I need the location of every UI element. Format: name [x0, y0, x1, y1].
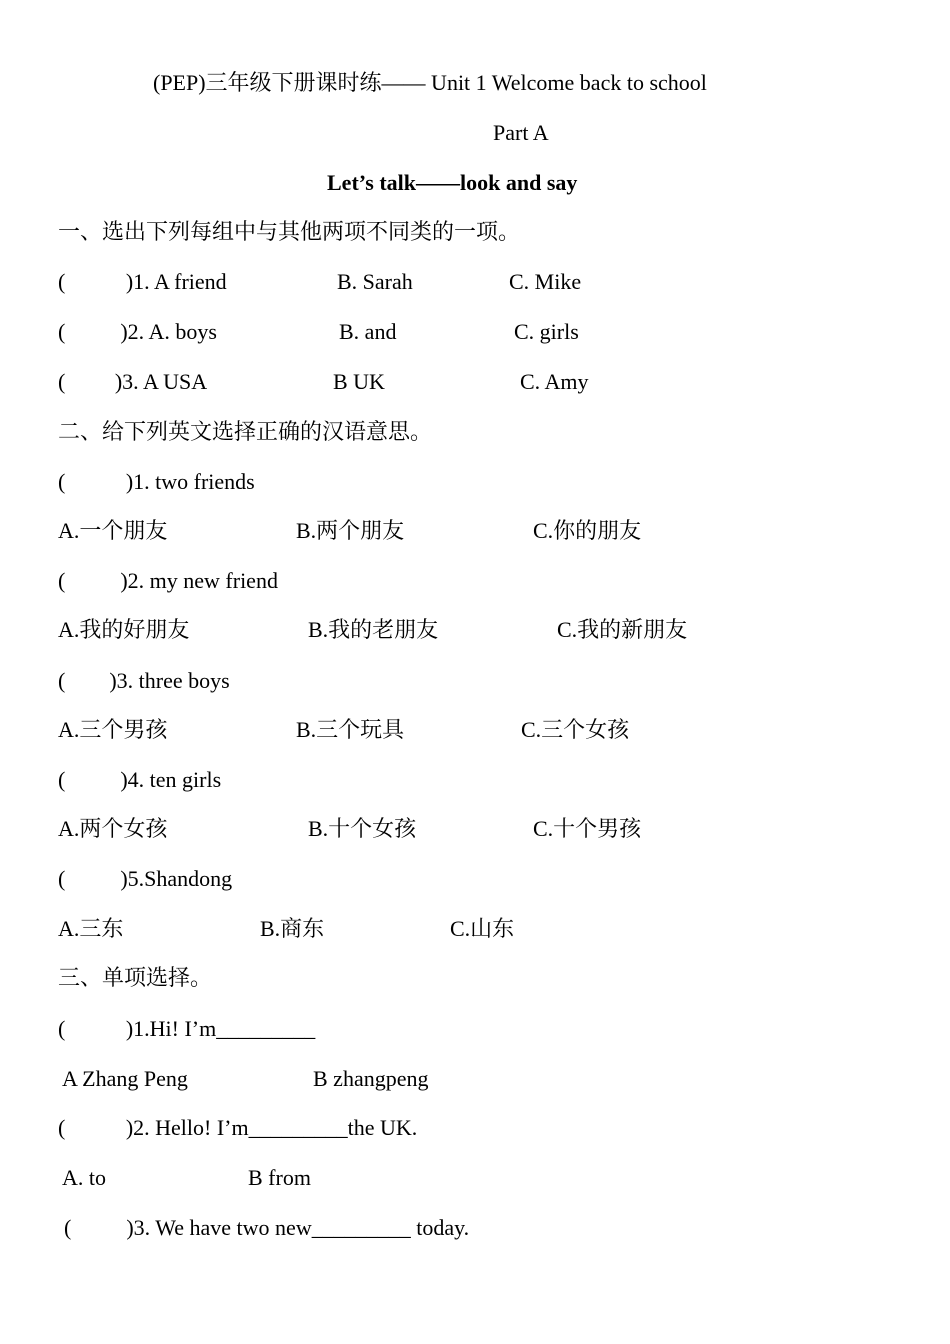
section2-heading: 二、给下列英文选择正确的汉语意思。: [58, 419, 433, 444]
s3-q1-option-b: B zhangpeng: [313, 1066, 429, 1091]
s2-q5-option-c: C.山东: [450, 916, 515, 941]
s2-q3-option-c: C.三个女孩: [521, 717, 630, 742]
s2-q4-option-a: A.两个女孩: [58, 816, 168, 841]
s2-q4-option-c: C.十个男孩: [533, 816, 642, 841]
s3-q2-option-b: B from: [248, 1165, 311, 1190]
s3-q1: ( )1.Hi! I’m_________: [58, 1016, 316, 1041]
s2-q1-option-c: C.你的朋友: [533, 518, 642, 543]
s2-q3-option-a: A.三个男孩: [58, 717, 168, 742]
s1-row-2-option-c: C. girls: [514, 319, 579, 344]
s1-row-3-question: ( )3. A USA: [58, 369, 208, 394]
s3-q2-option-a: A. to: [62, 1165, 106, 1190]
s3-q1-option-a: A Zhang Peng: [62, 1066, 188, 1091]
s2-q2-option-a: A.我的好朋友: [58, 617, 190, 642]
s1-row-2-question: ( )2. A. boys: [58, 319, 217, 344]
s3-q3: ( )3. We have two new_________ today.: [64, 1215, 470, 1240]
s3-q2: ( )2. Hello! I’m_________the UK.: [58, 1115, 418, 1140]
s1-row-3-option-b: B UK: [333, 369, 385, 394]
s2-q5-option-b: B.商东: [260, 916, 325, 941]
s1-row-3-option-c: C. Amy: [520, 369, 589, 394]
s2-q3-option-b: B.三个玩具: [296, 717, 405, 742]
section1-heading: 一、选出下列每组中与其他两项不同类的一项。: [58, 219, 521, 244]
s2-q1-option-a: A.一个朋友: [58, 518, 168, 543]
s2-q1: ( )1. two friends: [58, 469, 255, 494]
s2-q1-option-b: B.两个朋友: [296, 518, 405, 543]
part-label: Part A: [493, 120, 549, 145]
s2-q2: ( )2. my new friend: [58, 568, 278, 593]
s2-q4: ( )4. ten girls: [58, 767, 222, 792]
s1-row-1-option-b: B. Sarah: [337, 269, 413, 294]
s1-row-1-option-c: C. Mike: [509, 269, 582, 294]
s1-row-1-question: ( )1. A friend: [58, 269, 227, 294]
s2-q5-option-a: A.三东: [58, 916, 124, 941]
s2-q3: ( )3. three boys: [58, 668, 230, 693]
doc-title: (PEP)三年级下册课时练—— Unit 1 Welcome back to school: [153, 70, 707, 95]
s1-row-2-option-b: B. and: [339, 319, 397, 344]
s2-q4-option-b: B.十个女孩: [308, 816, 417, 841]
lesson-title: Let’s talk——look and say: [327, 170, 578, 195]
s2-q5: ( )5.Shandong: [58, 866, 233, 891]
section3-heading: 三、单项选择。: [58, 965, 213, 990]
s2-q2-option-b: B.我的老朋友: [308, 617, 439, 642]
s2-q2-option-c: C.我的新朋友: [557, 617, 688, 642]
